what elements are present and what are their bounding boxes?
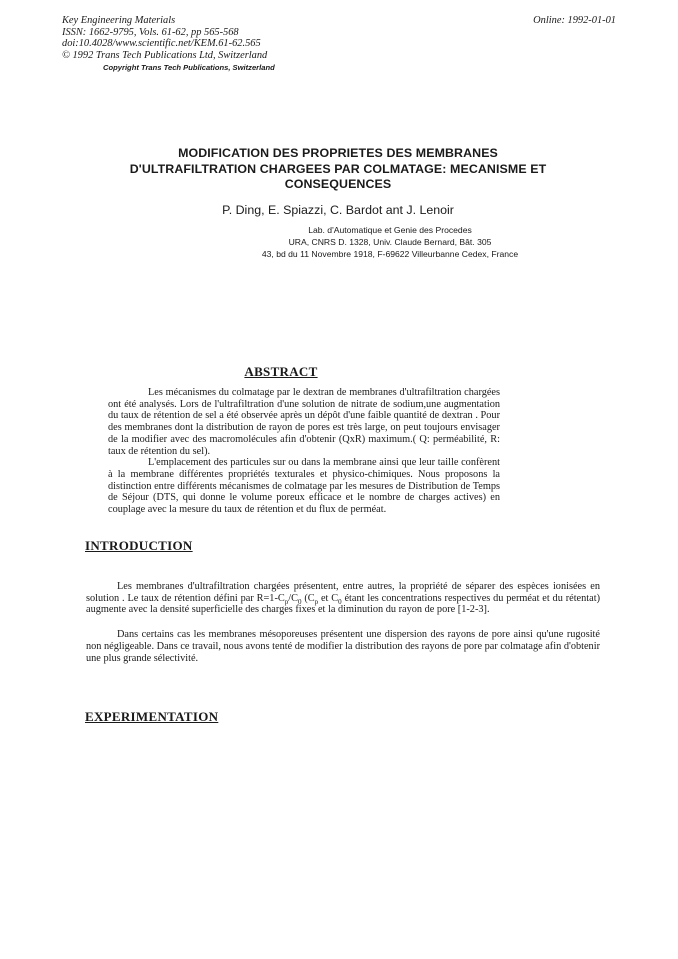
abstract-paragraph: L'emplacement des particules sur ou dans la membrane ainsi que leur taille confèrent à la membrane différentes propriétés texturales et physico-chimiques. Nous proposons la distinction entre différents mécanismes de colmatage par les mesures de Distribution de Temps de Séjour (DTS, qui donne le volume poreux efficace et le nombre de charges actives) en couplage avec la mesure du taux de rétention et du flux de perméat. [108,457,500,516]
online-date: Online: 1992-01-01 [533,15,616,26]
affiliation-line: URA, CNRS D. 1328, Univ. Claude Bernard, Bât. 305 [288,237,492,247]
introduction-paragraph: Les membranes d'ultrafiltration chargées présentent, entre autres, la propriété de séparer des espèces ionisées en solution . Le taux de rétention défini par $R=1-C_p/C_0$ ($C_p$ et $C_0$ étant les concentrations respectives du perméat et du rétentat) augmente avec la densité superficielle des charges fixes et la diminution du rayon de pore [1-2-3]. [86,581,600,616]
paper-title [88,146,588,193]
introduction-body [86,581,600,677]
authors: P. Ding, E. Spiazzi, C. Bardot ant J. Lenoir [222,203,454,217]
abstract-paragraph: Les mécanismes du colmatage par le dextran de membranes d'ultrafiltration chargées ont été analysés. Lors de l'ultrafiltration d'une solution de nitrate de sodium,une augmentation du taux de rétention de sel a été observée après un dépôt d'une faible quantité de dextran . Pour des membranes dont la distribution de rayon de pores est très large, on peut toujours envisager de la modifier avec des macromolécules afin d'obtenir (QxR) maximum.( Q: perméabilité, R: taux de rétention du sel). [108,387,500,457]
journal-name: Key Engineering Materials [62,15,176,26]
experimentation-heading: EXPERIMENTATION [85,709,219,724]
journal-header [62,15,267,61]
title-line: MODIFICATION DES PROPRIETES DES MEMBRANES [178,146,498,160]
title-line: CONSEQUENCES [284,177,392,191]
affiliation-line: Lab. d'Automatique et Genie des Procedes [308,225,472,235]
abstract-heading: ABSTRACT [244,364,318,379]
issn-line: ISSN: 1662-9795, Vols. 61-62, pp 565-568 [62,26,239,38]
introduction-paragraph: Dans certains cas les membranes mésoporeuses présentent une dispersion des rayons de pore ainsi qu'une rugosité non négligeable. Dans ce travail, nous avons tenté de modifier la distribution des rayons de pore par colmatage afin d'obtenir une plus grande sélectivité. [86,629,600,664]
affiliation [150,224,630,260]
title-line: D'ULTRAFILTRATION CHARGEES PAR COLMATAGE: MECANISME ET [129,161,547,176]
doi-line: doi:10.4028/www.scientific.net/KEM.61-62.565 [62,38,261,50]
publisher-line: © 1992 Trans Tech Publications Ltd, Switzerland [62,49,268,61]
affiliation-line: 43, bd du 11 Novembre 1918, F-69622 Villeurbanne Cedex, France [261,249,519,259]
copyright-stamp: Copyright Trans Tech Publications, Switzerland [103,63,275,72]
introduction-heading: INTRODUCTION [85,538,193,553]
abstract-body [108,387,500,516]
